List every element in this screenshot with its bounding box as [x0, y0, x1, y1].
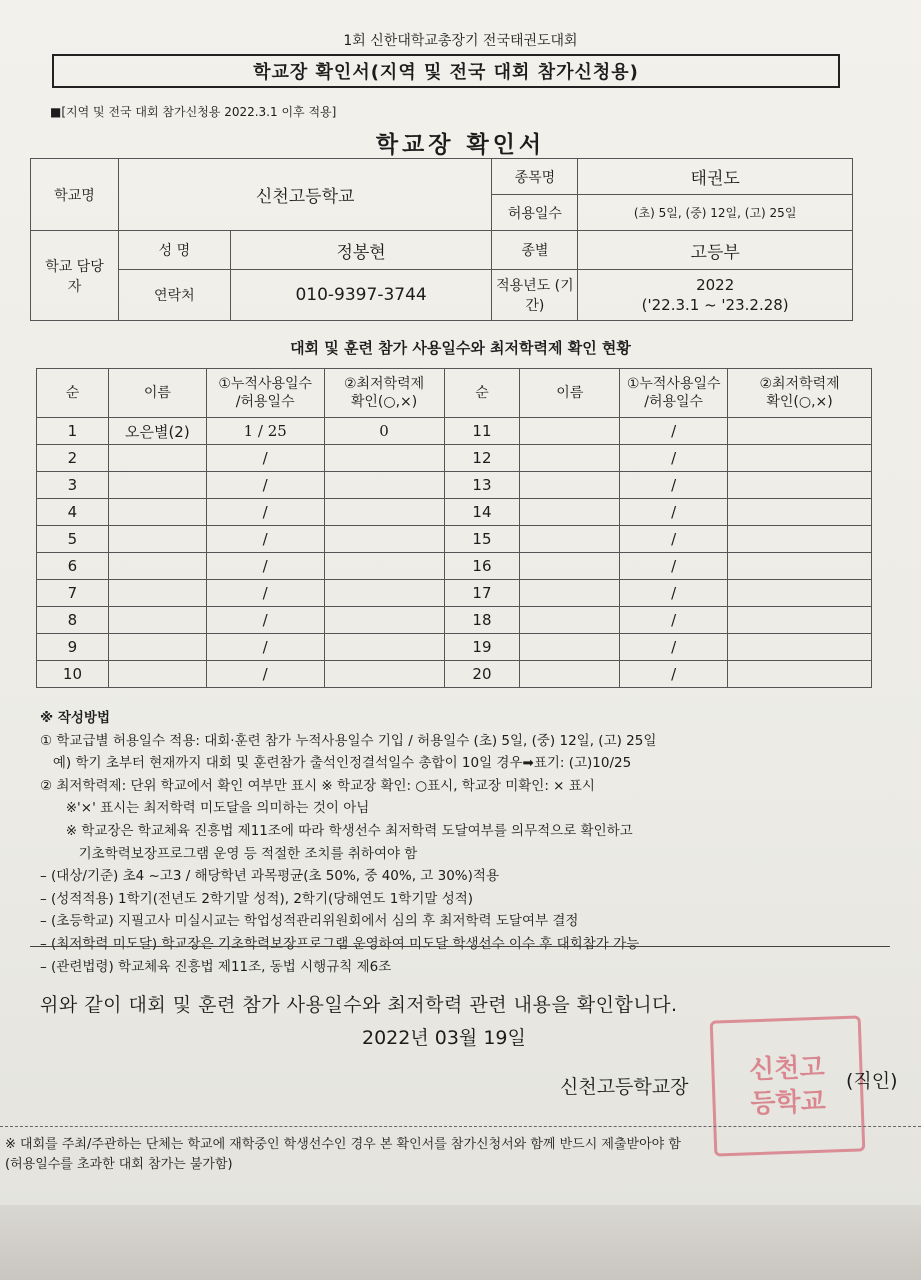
min-academic-mark [324, 472, 444, 499]
info-table [30, 158, 853, 321]
participant-name [520, 526, 620, 553]
instruction-line: 예) 학기 초부터 현재까지 대회 및 훈련참가 출석인정결석일수 총합이 10일 경우➡표기: (고)10/25 [40, 755, 632, 772]
instruction-line: 기초학력보장프로그램 운영 등 적절한 조치를 취하여야 함 [40, 845, 418, 862]
signer-name: 신천고등학교장 [560, 1076, 689, 1098]
table-row [37, 472, 872, 499]
divider [30, 946, 890, 947]
row-number: 15 [444, 526, 520, 553]
row-number: 9 [37, 634, 109, 661]
row-number: 12 [444, 445, 520, 472]
contact-label: 연락처 [118, 270, 230, 321]
min-academic-mark [324, 634, 444, 661]
instruction-line: – (최저학력 미도달) 학교장은 기초학력보장프로그램 운영하여 미도달 학생선수 이수 후 대회참가 가능 [40, 935, 640, 952]
table-row [37, 418, 872, 445]
row-number: 2 [37, 445, 109, 472]
period-value: ('22.3.1 ~ '23.2.28) [641, 296, 789, 314]
confirmation-statement: 위와 같이 대회 및 훈련 참가 사용일수와 최저학력 관련 내용을 확인합니다. [40, 994, 678, 1016]
participant-name [520, 607, 620, 634]
min-academic-mark [324, 580, 444, 607]
instruction-line: – (초등학교) 지필고사 미실시교는 학업성적관리위원회에서 심의 후 최저학력 도달여부 결정 [40, 913, 579, 930]
days-used-field: / [206, 526, 324, 553]
table-row [37, 499, 872, 526]
days-used-field: / [206, 553, 324, 580]
manager-name-label: 성 명 [118, 231, 230, 270]
row-number: 6 [37, 553, 109, 580]
form-title: 학교장 확인서(지역 및 전국 대회 참가신청용) [253, 62, 639, 83]
days-used-field: / [620, 661, 728, 688]
min-academic-mark [324, 661, 444, 688]
sport-value: 태권도 [578, 159, 853, 195]
min-academic-mark [728, 553, 872, 580]
header-days-right [620, 369, 728, 418]
min-academic-mark [324, 553, 444, 580]
row-number: 1 [37, 418, 109, 445]
participant-name: 오은별(2) [108, 418, 206, 445]
participant-name [520, 445, 620, 472]
participant-name [108, 499, 206, 526]
instruction-line: ※'×' 표시는 최저학력 미도달을 의미하는 것이 아님 [40, 800, 370, 817]
participant-name [520, 580, 620, 607]
category-label: 종별 [492, 231, 578, 270]
school-name-value: 신천고등학교 [118, 159, 492, 231]
header-min-line2: 확인(○,×) [766, 394, 833, 410]
issue-date: 2022년 03월 19일 [362, 1027, 526, 1049]
participant-name [520, 661, 620, 688]
row-number: 3 [37, 472, 109, 499]
participant-name [520, 634, 620, 661]
seal-text: 신천고 등학교 [748, 1052, 827, 1120]
row-number: 13 [444, 472, 520, 499]
days-used-field: / [206, 634, 324, 661]
manager-name-value: 정봉현 [230, 231, 492, 270]
row-number: 17 [444, 580, 520, 607]
instructions [40, 707, 900, 978]
participant-name [108, 553, 206, 580]
days-used-field: / [206, 580, 324, 607]
row-number: 20 [444, 661, 520, 688]
table-row [37, 634, 872, 661]
allowed-days-value: (초) 5일, (중) 12일, (고) 25일 [578, 195, 853, 231]
days-used-field: / [620, 472, 728, 499]
days-used-field: / [620, 580, 728, 607]
row-number: 16 [444, 553, 520, 580]
min-academic-mark [324, 445, 444, 472]
official-seal [710, 1015, 866, 1156]
participant-name [108, 526, 206, 553]
instructions-heading: ※ 작성방법 [40, 710, 110, 726]
header-days-line2: /허용일수 [644, 394, 704, 410]
participant-name [108, 634, 206, 661]
participant-name [108, 580, 206, 607]
min-academic-mark [728, 634, 872, 661]
min-academic-mark [324, 526, 444, 553]
footer-line-2: (허용일수를 초과한 대회 참가는 불가함) [5, 1157, 233, 1172]
document-title: 학교장 확인서 [375, 132, 546, 158]
header-name-left: 이름 [108, 369, 206, 418]
header-days-line2: /허용일수 [235, 394, 295, 410]
days-used-field: / [620, 607, 728, 634]
year-label: 적용년도 (기간) [492, 270, 578, 321]
header-min-right [728, 369, 872, 418]
applicability-note: ■[지역 및 전국 대회 참가신청용 2022.3.1 이후 적용] [50, 105, 337, 119]
status-grid-body [37, 369, 872, 688]
days-used-field: / [620, 634, 728, 661]
row-number: 8 [37, 607, 109, 634]
event-title: 1회 신한대학교총장기 전국태권도대회 [343, 33, 578, 49]
participant-name [108, 661, 206, 688]
days-used-field: / [620, 445, 728, 472]
footer-divider [0, 1126, 921, 1127]
min-academic-mark [728, 607, 872, 634]
instruction-line: – (성적적용) 1학기(전년도 2학기말 성적), 2학기(당해연도 1학기말 성적) [40, 890, 474, 907]
row-number: 19 [444, 634, 520, 661]
participant-name [108, 445, 206, 472]
participant-name [520, 472, 620, 499]
instruction-line: ② 최저학력제: 단위 학교에서 확인 여부만 표시 ※ 학교장 확인: ○표시, 학교장 미확인: × 표시 [40, 777, 595, 794]
year-cell [578, 270, 853, 321]
row-number: 14 [444, 499, 520, 526]
header-min-line1: ②최저학력제 [343, 376, 425, 392]
instruction-line: – (관련법령) 학교체육 진흥법 제11조, 동법 시행규칙 제6조 [40, 958, 392, 975]
days-used-field: / [206, 445, 324, 472]
header-name-right: 이름 [520, 369, 620, 418]
min-academic-mark [728, 472, 872, 499]
contact-value: 010-9397-3744 [230, 270, 492, 321]
header-days-left [206, 369, 324, 418]
days-used-field: / [206, 661, 324, 688]
table-row [37, 661, 872, 688]
days-used-field: / [206, 607, 324, 634]
sport-label: 종목명 [492, 159, 578, 195]
min-academic-mark [728, 499, 872, 526]
min-academic-mark [728, 418, 872, 445]
days-used-field: / [206, 499, 324, 526]
table-row [37, 445, 872, 472]
participant-name [520, 553, 620, 580]
days-used-field: / [206, 472, 324, 499]
min-academic-mark [324, 499, 444, 526]
instruction-line: ① 학교급별 허용일수 적용: 대회·훈련 참가 누적사용일수 기입 / 허용일수 (초) 5일, (중) 12일, (고) 25일 [40, 732, 657, 749]
footer-note [5, 1135, 681, 1175]
status-grid [36, 368, 872, 688]
table-row [37, 607, 872, 634]
days-used-field: / [620, 418, 728, 445]
footer-line-1: ※ 대회를 주최/주관하는 단체는 학교에 재학중인 학생선수인 경우 본 확인서를 참가신청서와 함께 반드시 제출받아야 함 [5, 1137, 681, 1152]
participant-name [520, 418, 620, 445]
instruction-line: ※ 학교장은 학교체육 진흥법 제11조에 따라 학생선수 최저학력 도달여부를 의무적으로 확인하고 [40, 822, 633, 839]
days-used-field: / [620, 526, 728, 553]
school-name-label: 학교명 [31, 159, 119, 231]
table-row [37, 526, 872, 553]
days-used-field: 1 / 25 [206, 418, 324, 445]
header-min-left [324, 369, 444, 418]
days-used-field: / [620, 499, 728, 526]
participant-name [108, 607, 206, 634]
seal-note: (직인) [846, 1070, 898, 1092]
header-min-line2: 확인(○,×) [350, 394, 418, 410]
min-academic-mark [728, 580, 872, 607]
category-value: 고등부 [578, 231, 853, 270]
allowed-days-label: 허용일수 [492, 195, 578, 231]
min-academic-mark [728, 445, 872, 472]
row-number: 10 [37, 661, 109, 688]
row-number: 11 [444, 418, 520, 445]
min-academic-mark [728, 526, 872, 553]
header-no-right: 순 [444, 369, 520, 418]
min-academic-mark [324, 607, 444, 634]
header-days-line1: ①누적사용일수 [626, 376, 721, 392]
table-row [37, 580, 872, 607]
form-title-box [52, 54, 840, 88]
header-days-line1: ①누적사용일수 [218, 376, 313, 392]
participant-name [108, 472, 206, 499]
min-academic-mark: 0 [324, 418, 444, 445]
row-number: 4 [37, 499, 109, 526]
row-number: 18 [444, 607, 520, 634]
header-min-line1: ②최저학력제 [759, 376, 840, 392]
row-number: 5 [37, 526, 109, 553]
days-used-field: / [620, 553, 728, 580]
row-number: 7 [37, 580, 109, 607]
header-no-left: 순 [37, 369, 109, 418]
manager-label: 학교 담당자 [31, 231, 119, 321]
table-row [37, 553, 872, 580]
year-value: 2022 [696, 276, 735, 294]
background-surface [0, 1205, 921, 1280]
section-title: 대회 및 훈련 참가 사용일수와 최저학력제 확인 현황 [290, 339, 631, 357]
instruction-line: – (대상/기준) 초4 ~고3 / 해당학년 과목평균(초 50%, 중 40%, 고 30%)적용 [40, 868, 499, 885]
participant-name [520, 499, 620, 526]
min-academic-mark [728, 661, 872, 688]
